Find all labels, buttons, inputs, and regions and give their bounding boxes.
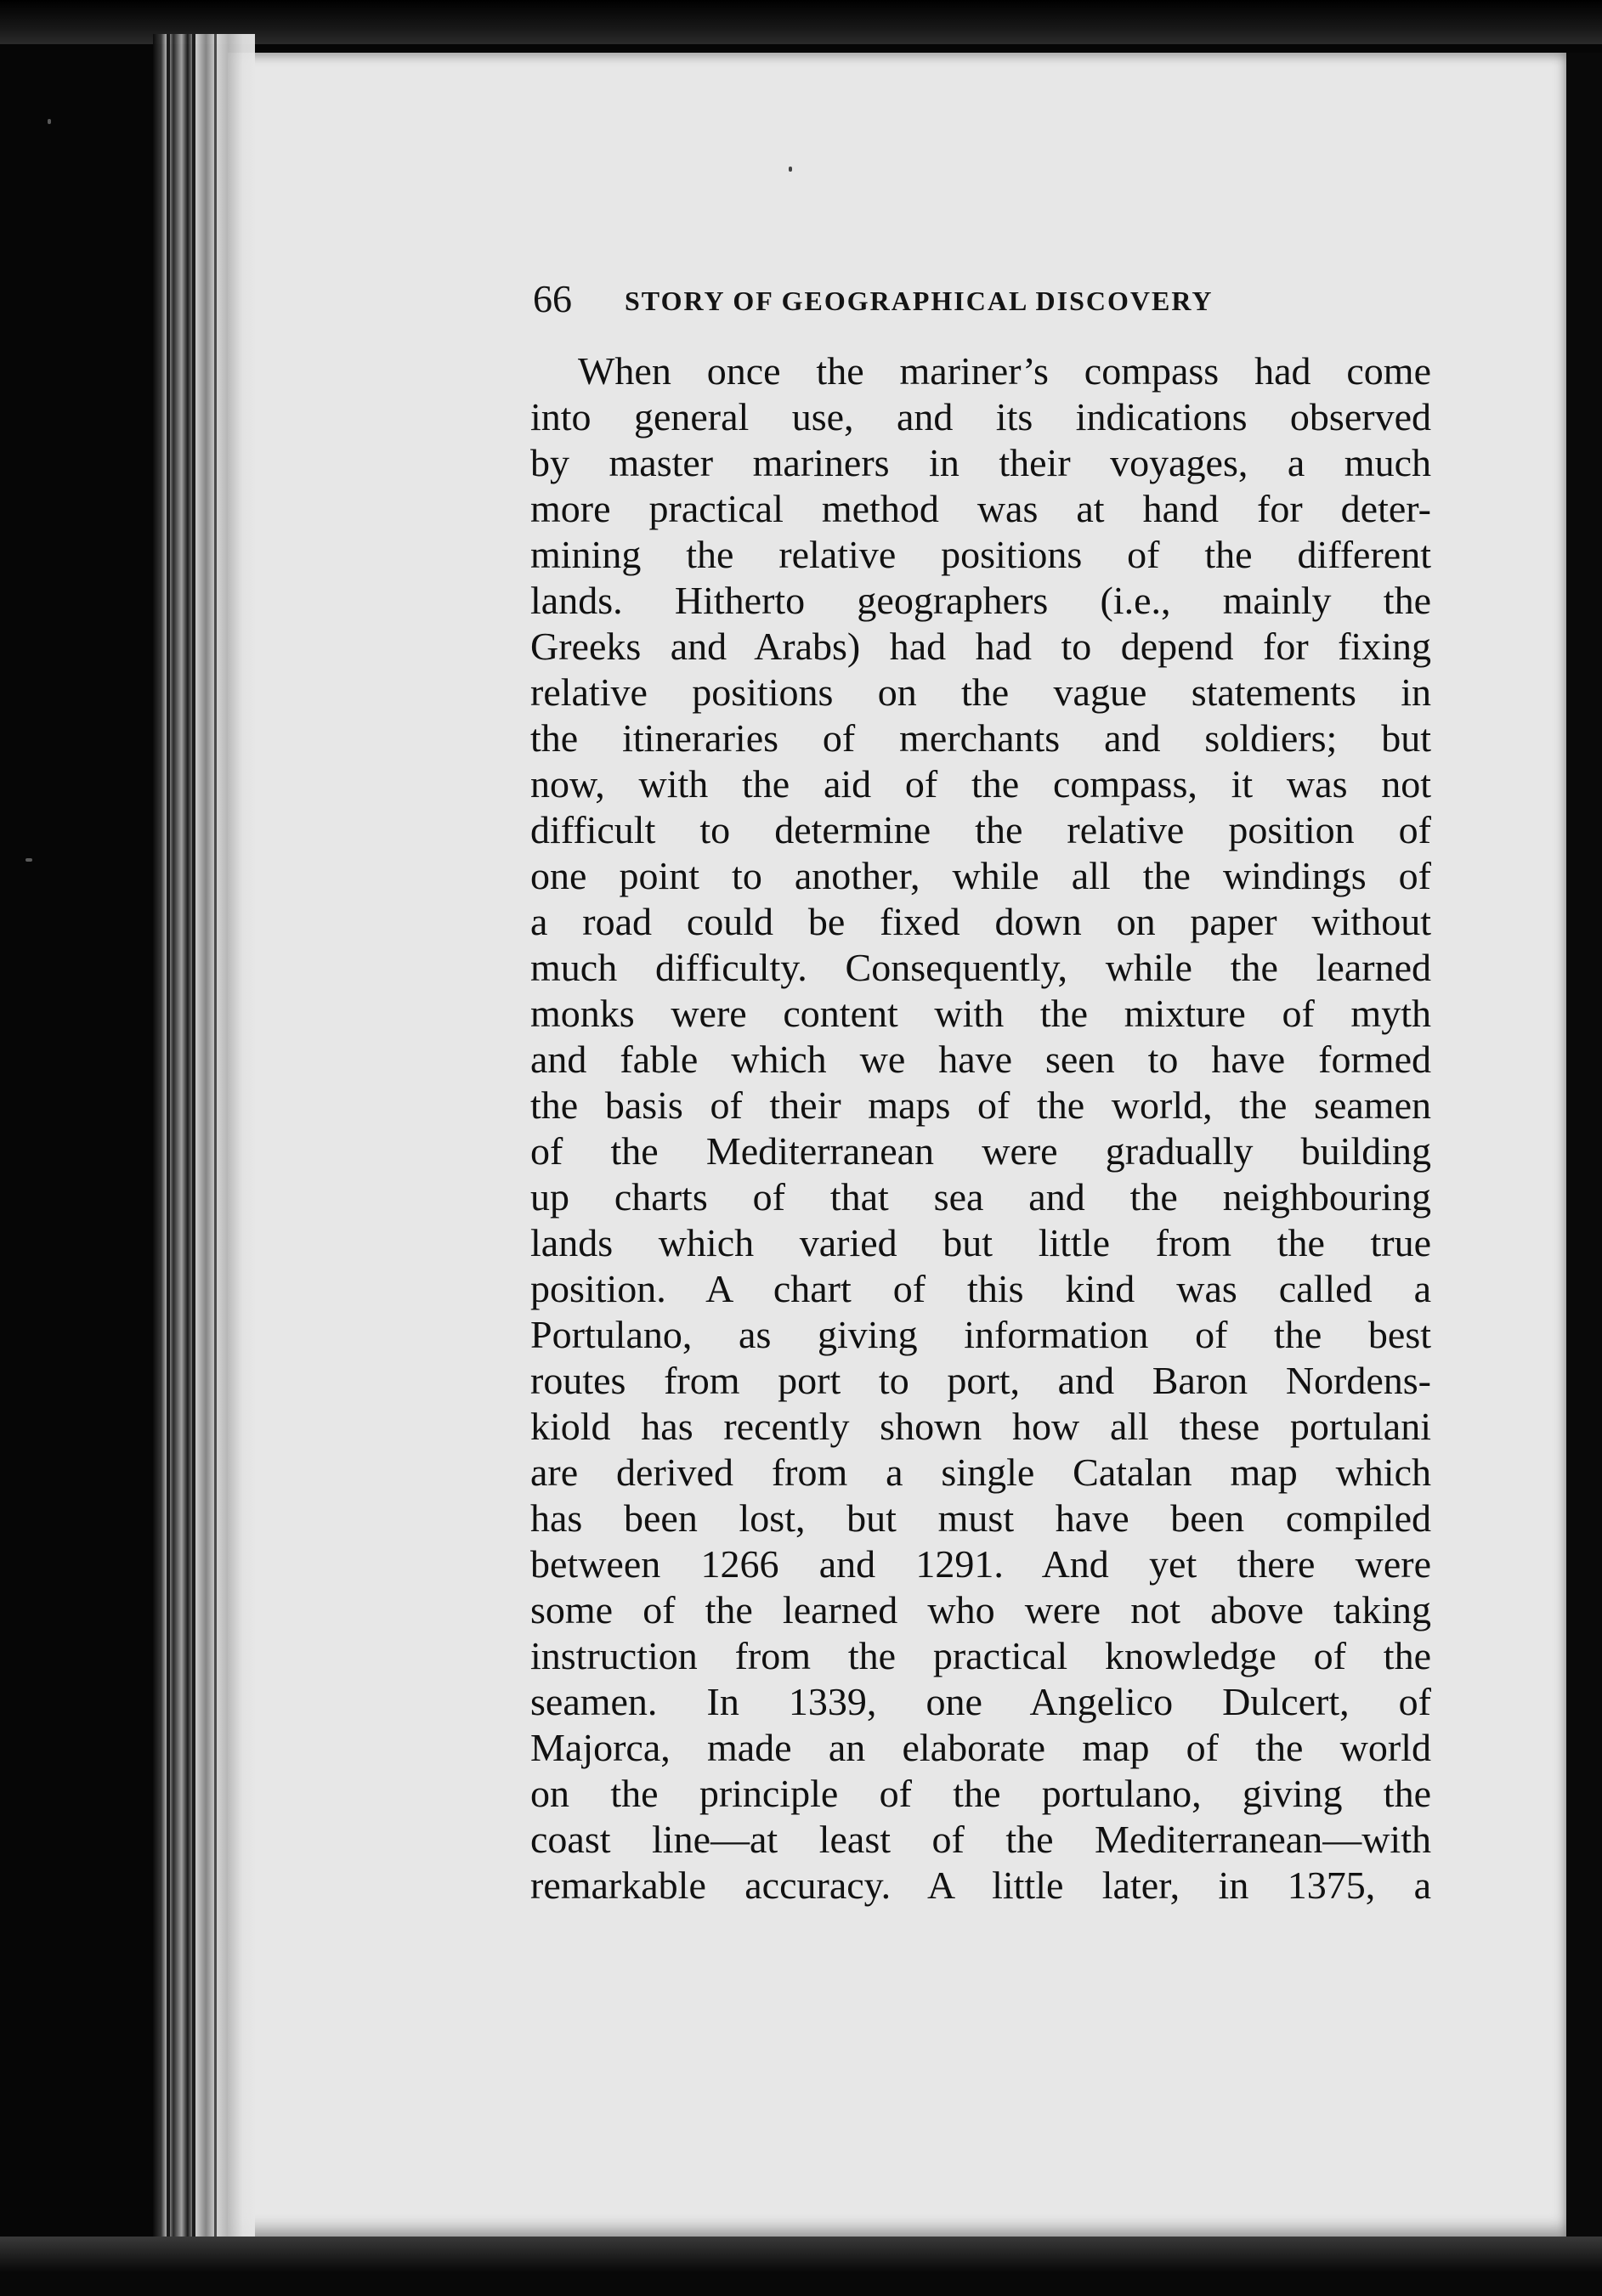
scan-right-edge bbox=[1566, 53, 1602, 2237]
scan-speck bbox=[789, 167, 792, 172]
text-line: has been lost, but must have been compiled bbox=[530, 1496, 1431, 1540]
scan-speck bbox=[48, 119, 51, 124]
text-line: between 1266 and 1291. And yet there were bbox=[530, 1542, 1431, 1586]
gutter-line bbox=[167, 34, 170, 2260]
text-line: routes from port to port, and Baron Nordens- bbox=[530, 1359, 1431, 1402]
scan-bottom-edge bbox=[0, 2237, 1602, 2296]
running-title: STORY OF GEOGRAPHICAL DISCOVERY bbox=[625, 286, 1214, 316]
text-line: are derived from a single Catalan map which bbox=[530, 1451, 1431, 1494]
text-line: of the Mediterranean were gradually building bbox=[530, 1129, 1431, 1173]
text-line: difficult to determine the relative position of bbox=[530, 808, 1431, 851]
text-line: up charts of that sea and the neighbouring bbox=[530, 1175, 1431, 1219]
text-line: lands which varied but little from the true bbox=[530, 1221, 1431, 1264]
text-line: on the principle of the portulano, giving the bbox=[530, 1772, 1431, 1815]
text-line: instruction from the practical knowledge of the bbox=[530, 1634, 1431, 1677]
text-line: Greeks and Arabs) had had to depend for fixing bbox=[530, 625, 1431, 668]
text-line: When once the mariner’s compass had come bbox=[578, 349, 1431, 393]
text-line: one point to another, while all the windings of bbox=[530, 854, 1431, 897]
text-line: kiold has recently shown how all these portulani bbox=[530, 1405, 1431, 1448]
scan-speck bbox=[25, 858, 32, 862]
body-text bbox=[530, 348, 1431, 1909]
text-line: remarkable accuracy. A little later, in 1375, a bbox=[530, 1863, 1431, 1907]
text-line: position. A chart of this kind was called a bbox=[530, 1267, 1431, 1310]
text-line: lands. Hitherto geographers (i.e., mainly the bbox=[530, 579, 1431, 622]
text-line: monks were content with the mixture of myth bbox=[530, 992, 1431, 1035]
text-line: the basis of their maps of the world, the seamen bbox=[530, 1083, 1431, 1127]
text-line: relative positions on the vague statements in bbox=[530, 670, 1431, 714]
text-line: seamen. In 1339, one Angelico Dulcert, of bbox=[530, 1680, 1431, 1723]
text-line: more practical method was at hand for deter- bbox=[530, 487, 1431, 530]
text-line: and fable which we have seen to have formed bbox=[530, 1038, 1431, 1081]
page-header bbox=[533, 274, 1383, 325]
text-line: into general use, and its indications observed bbox=[530, 395, 1431, 438]
text-line: coast line—at least of the Mediterranean—with bbox=[530, 1818, 1431, 1861]
text-line: by master mariners in their voyages, a much bbox=[530, 441, 1431, 484]
text-line: now, with the aid of the compass, it was not bbox=[530, 762, 1431, 806]
text-line: Portulano, as giving information of the best bbox=[530, 1313, 1431, 1356]
gutter-line bbox=[214, 34, 217, 2260]
page-number: 66 bbox=[533, 277, 572, 320]
text-line: a road could be fixed down on paper without bbox=[530, 900, 1431, 943]
text-line: some of the learned who were not above taking bbox=[530, 1588, 1431, 1632]
gutter-line bbox=[192, 34, 195, 2260]
text-line: mining the relative positions of the different bbox=[530, 533, 1431, 576]
text-line: much difficulty. Consequently, while the learned bbox=[530, 946, 1431, 989]
text-line: Majorca, made an elaborate map of the world bbox=[530, 1726, 1431, 1769]
text-line: the itineraries of merchants and soldiers; but bbox=[530, 716, 1431, 760]
